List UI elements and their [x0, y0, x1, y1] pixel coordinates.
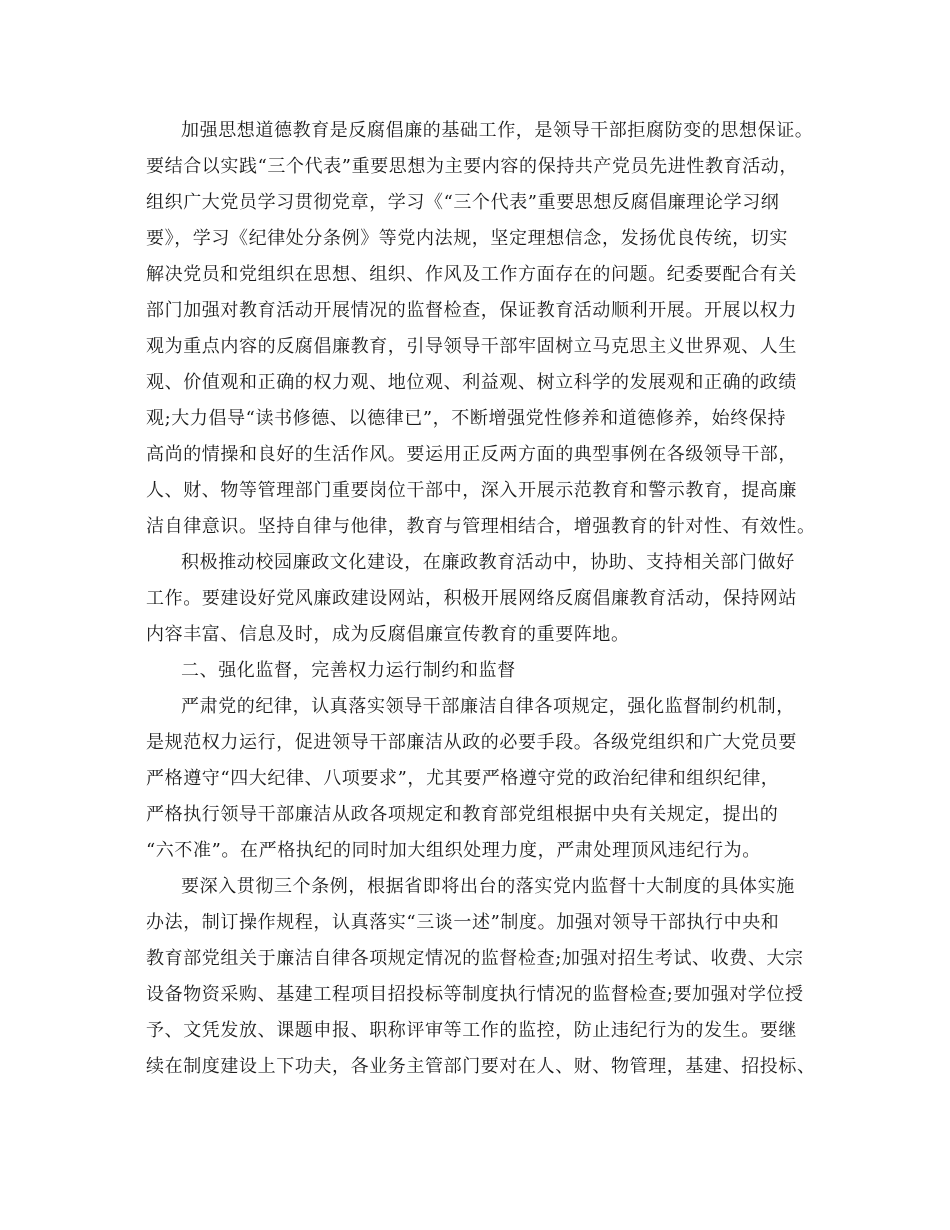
- text-line: 严格遵守“四大纪律、八项要求”，尤其要严格遵守党的政治纪律和组织纪律，: [146, 768, 780, 789]
- text-line: 加强思想道德教育是反腐倡廉的基础工作，是领导干部拒腐防变的思想保证。: [181, 120, 814, 141]
- text-line: 洁自律意识。坚持自律与他律，教育与管理相结合，增强教育的针对性、有效性。: [146, 516, 816, 537]
- text-line: 予、文凭发放、课题申报、职称评审等工作的监控，防止违纪行为的发生。要继: [146, 1020, 797, 1041]
- text-line: 严肃党的纪律，认真落实领导干部廉洁自律各项规定，强化监督制约机制，: [181, 696, 795, 717]
- text-line: 是规范权力运行，促进领导干部廉洁从政的必要手段。各级党组织和广大党员要: [146, 732, 797, 753]
- text-line: 观为重点内容的反腐倡廉教育，引导领导干部牢固树立马克思主义世界观、人生: [146, 336, 797, 357]
- text-line: 部门加强对教育活动开展情况的监督检查，保证教育活动顺利开展。开展以权力: [146, 300, 797, 321]
- text-line: 设备物资采购、基建工程项目招投标等制度执行情况的监督检查;要加强对学位授: [146, 984, 804, 1005]
- text-line: 观、价值观和正确的权力观、地位观、利益观、树立科学的发展观和正确的政绩: [146, 372, 797, 393]
- text-line: 严格执行领导干部廉洁从政各项规定和教育部党组根据中央有关规定，提出的: [146, 804, 779, 825]
- text-line: 积极推动校园廉政文化建设，在廉政教育活动中，协助、支持相关部门做好: [181, 552, 795, 573]
- text-line: 工作。要建设好党风廉政建设网站，积极开展网络反腐倡廉教育活动，保持网站: [146, 588, 797, 609]
- text-line: 人、财、物等管理部门重要岗位干部中，深入开展示范教育和警示教育，提高廉: [146, 480, 797, 501]
- text-line: 要》，学习《纪律处分条例》等党内法规，坚定理想信念，发扬优良传统，切实: [146, 228, 788, 249]
- text-line: 教育部党组关于廉洁自律各项规定情况的监督检查;加强对招生考试、收费、大宗: [146, 948, 804, 969]
- text-line: 高尚的情操和良好的生活作风。要运用正反两方面的典型事例在各级领导干部，: [146, 444, 797, 465]
- text-line: 要深入贯彻三个条例，根据省即将出台的落实党内监督十大制度的具体实施: [181, 876, 795, 897]
- text-line: 要结合以实践“三个代表”重要思想为主要内容的保持共产党员先进性教育活动，: [146, 156, 799, 177]
- text-line: 观;大力倡导“读书修德、以德律已”，不断增强党性修养和道德修养，始终保持: [146, 408, 787, 429]
- text-line: 内容丰富、信息及时，成为反腐倡廉宣传教育的重要阵地。: [146, 624, 630, 645]
- text-line: 续在制度建设上下功夫，各业务主管部门要对在人、财、物管理，基建、招投标、: [146, 1056, 816, 1077]
- text-line: “六不准”。在严格执纪的同时加大组织处理力度，严肃处理顶风违纪行为。: [146, 840, 761, 861]
- text-line: 组织广大党员学习贯彻党章，学习《“三个代表”重要思想反腐倡廉理论学习纲: [146, 192, 780, 213]
- text-line: 办法，制订操作规程，认真落实“三谈一述”制度。加强对领导干部执行中央和: [146, 912, 780, 933]
- section-heading: 二、强化监督，完善权力运行制约和监督: [181, 660, 516, 681]
- text-line: 解决党员和党组织在思想、组织、作风及工作方面存在的问题。纪委要配合有关: [146, 264, 797, 285]
